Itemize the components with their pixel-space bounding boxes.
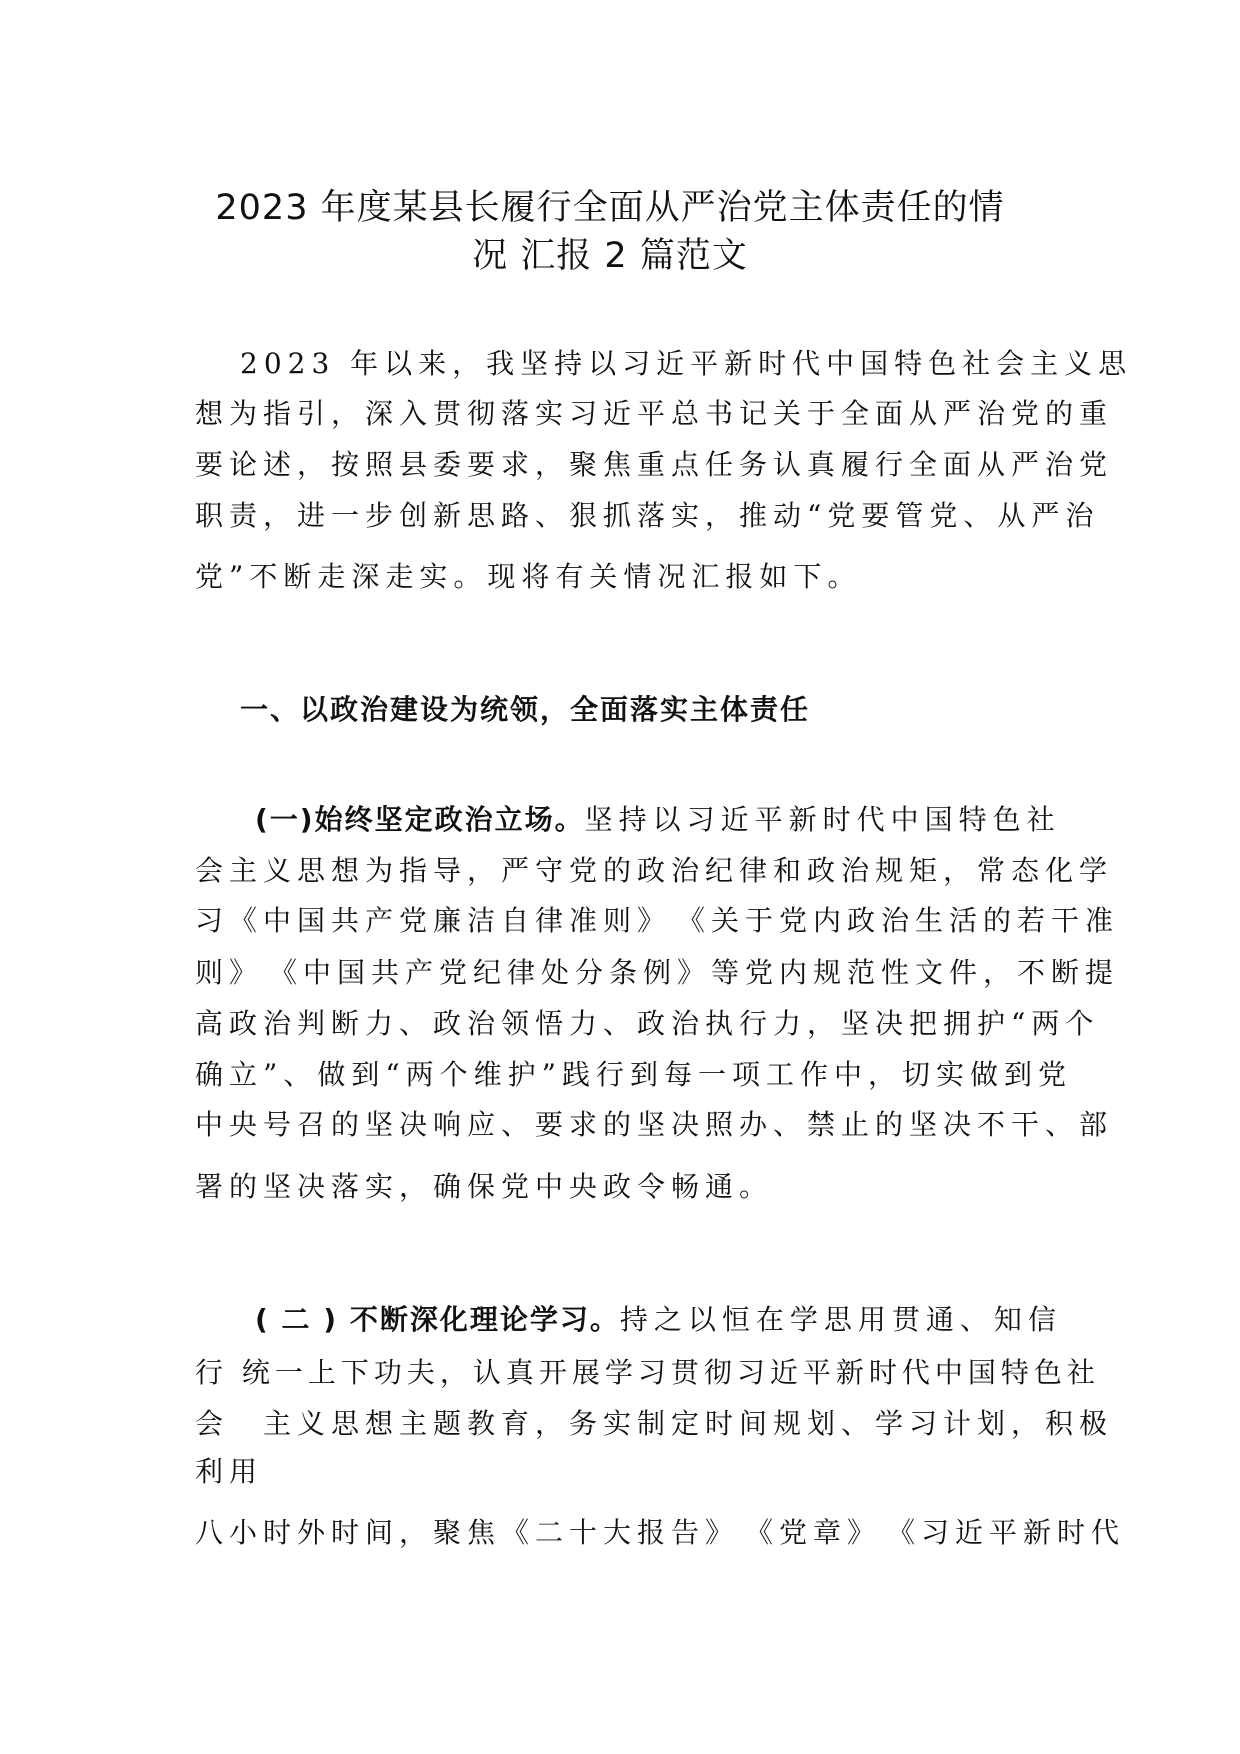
subsection-1-label: (一)始终坚定政治立场。 bbox=[255, 803, 585, 836]
subsection-1-line: 则》 《中国共产党纪律处分条例》等党内规范性文件，不断提 bbox=[195, 956, 1120, 989]
intro-line: 2023 年以来，我坚持以习近平新时代中国特色社会主义思 bbox=[240, 347, 1133, 380]
document-title-line-1: 2023 年度某县长履行全面从严治党主体责任的情 bbox=[215, 188, 1005, 228]
subsection-2-line: 利用 bbox=[195, 1455, 264, 1488]
subsection-1-line: 会主义思想为指导，严守党的政治纪律和政治规矩，常态化学 bbox=[195, 854, 1114, 887]
subsection-1-text: 坚持以习近平新时代中国特色社 bbox=[584, 803, 1061, 836]
subsection-2-first-line bbox=[255, 1300, 1062, 1340]
subsection-1-line: 确立”、做到“两个维护”践行到每一项工作中，切实做到党 bbox=[195, 1058, 1072, 1091]
subsection-2-label: ( 二 ) 不断深化理论学习。 bbox=[255, 1303, 620, 1336]
document-title-line-2: 况 汇报 2 篇范文 bbox=[472, 236, 748, 276]
subsection-2-line: 行 统一上下功夫，认真开展学习贯彻习近平新时代中国特色社 bbox=[195, 1356, 1100, 1389]
subsection-1-line: 署的坚决落实，确保党中央政令畅通。 bbox=[195, 1170, 774, 1203]
section-1-heading: 一、以政治建设为统领，全面落实主体责任 bbox=[240, 693, 811, 726]
intro-line: 想为指引，深入贯彻落实习近平总书记关于全面从严治党的重 bbox=[195, 397, 1114, 430]
subsection-1-first-line bbox=[255, 800, 1061, 840]
subsection-1-line: 高政治判断力、政治领悟力、政治执行力，坚决把拥护“两个 bbox=[195, 1007, 1100, 1040]
subsection-2-line: 八小时外时间，聚焦《二十大报告》 《党章》 《习近平新时代 bbox=[195, 1516, 1126, 1549]
subsection-2-text: 持之以恒在学思用贯通、知信 bbox=[619, 1303, 1062, 1336]
intro-line: 要论述，按照县委要求，聚焦重点任务认真履行全面从严治党 bbox=[195, 448, 1114, 481]
intro-line: 党”不断走深走实。现将有关情况汇报如下。 bbox=[195, 560, 862, 593]
intro-line: 职责，进一步创新思路、狠抓落实，推动“党要管党、从严治 bbox=[195, 499, 1100, 532]
subsection-1-line: 习《中国共产党廉洁自律准则》 《关于党内政治生活的若干准 bbox=[195, 904, 1120, 937]
subsection-1-line: 中央号召的坚决响应、要求的坚决照办、禁止的坚决不干、部 bbox=[195, 1108, 1114, 1141]
subsection-2-line: 会 主义思想主题教育，务实制定时间规划、学习计划，积极 bbox=[195, 1407, 1114, 1440]
